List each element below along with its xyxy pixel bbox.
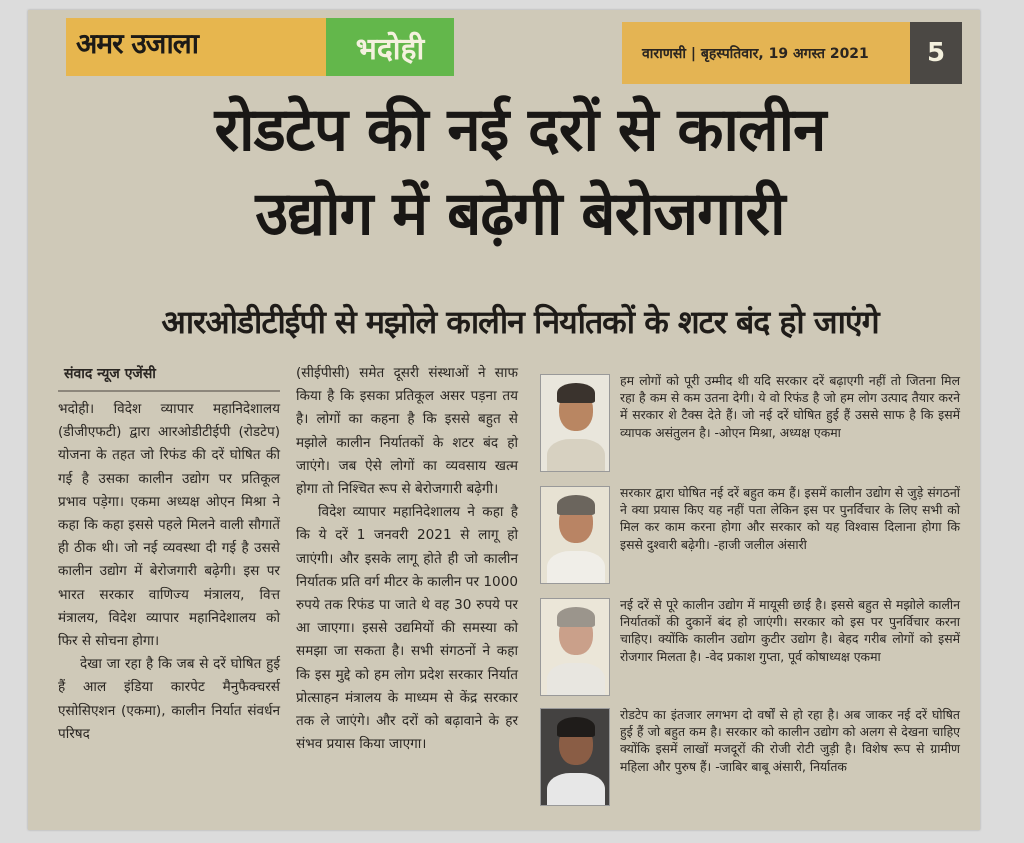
byline: संवाद न्यूज एजेंसी [64, 366, 156, 382]
headline [70, 88, 970, 256]
date-bar: वाराणसी | बृहस्पतिवार, 19 अगस्त 2021 [622, 22, 910, 84]
quote-text: हम लोगों को पूरी उम्मीद थी यदि सरकार दरें बढ़ाएगी नहीं तो जितना मिल रहा है कम से कम उतना देगी। ये वो रिफंड है जो हम लोग उत्पाद तैयार करने में सरकार शे टैक्स देते हैं। जो नई दरें घोषित हुई हैं उससे साफ है कि इसमें व्यापक असंतुलन है। -ओएन मिश्रा, अध्यक्ष एकमा [620, 373, 960, 440]
person-photo [540, 486, 610, 584]
article-paragraph: भदोही। विदेश व्यापार महानिदेशालय (डीजीएफटी) द्वारा आरओडीटीईपी (रोडटेप) योजना के तहत जो रिफंड की दरें घोषित की गई है उसका कालीन उद्योग पर प्रतिकूल प्रभाव पड़ेगा। एकमा अध्यक्ष ओएन मिश्रा ने कहा कि कहा इससे पहले मिलने वाली सौगातें ही ठीक थी। जो नई व्यवस्था दी गई है उससे कालीन उद्योग में बेरोजगारी बढ़ेगी। इस पर भारत सरकार वाणिज्य मंत्रालय, वित्त मंत्रालय, विदेश व्यापार महानिदेशालय को फिर से सोचना होगा। [58, 401, 280, 650]
quote-block-2 [540, 486, 970, 588]
person-photo [540, 598, 610, 696]
quote-block-4 [540, 708, 970, 810]
masthead [66, 18, 454, 76]
quote-text: रोडटेप का इंतजार लगभग दो वर्षों से हो रहा है। अब जाकर नई दरें घोषित हुई हैं जो बहुत कम है। सरकार को कालीन उद्योग को अलग से देखना चाहिए क्योंकि इसमें लाखों मजदूरों की रोजी रोटी जुड़ी है। विशेष रूप से ग्रामीण महिला और पुरुष हैं। -जाबिर बाबू अंसारी, निर्यातक [620, 707, 960, 774]
article-paragraph: (सीईपीसी) समेत दूसरी संस्थाओं ने साफ किया है कि इसका प्रतिकूल असर पड़ना तय है। लोगों का कहना है कि इससे बहुत से मझोले कालीन निर्यातकों के शटर बंद हो जाएंगे। जब ऐसे लोगों का व्यवसाय खत्म होगा तो निश्चित रूप से बेरोजगारी बढ़ेगी। [296, 365, 518, 498]
article-column-2 [296, 362, 518, 756]
person-photo [540, 708, 610, 806]
page-number: 5 [910, 22, 962, 84]
headline-line-1: रोडटेप की नई दरों से कालीन [214, 95, 826, 165]
quote-block-1 [540, 374, 970, 476]
edition-label: भदोही [326, 18, 454, 76]
subheadline: आरओडीटीईपी से मझोले कालीन निर्यातकों के शटर बंद हो जाएंगे [161, 303, 879, 341]
article-paragraph: विदेश व्यापार महानिदेशालय ने कहा है कि ये दरें 1 जनवरी 2021 से लागू हो जाएंगी। और इसके लागू होते ही जो कालीन निर्यातक प्रति वर्ग मीटर के कालीन पर 1000 रुपये तक रिफंड पा जाते थे वह 30 रुपये पर आ जाएगा। इससे उद्यमियों की समस्या को समझा जा सकता है। सभी संगठनों ने कहा कि इस मुद्दे को हम लोग प्रदेश सरकार निर्यात प्रोत्साहन मंत्रालय के माध्यम से केंद्र सरकार तक ले जाएंगे। और दरों को बढ़ावाने के हर संभव प्रयास किया जाएगा। [296, 504, 518, 753]
headline-line-2: उद्योग में बढ़ेगी बेरोजगारी [255, 179, 785, 249]
newspaper-brand: अमर उजाला [76, 27, 198, 60]
article-column-1 [58, 398, 280, 746]
quote-text: सरकार द्वारा घोषित नई दरें बहुत कम हैं। इसमें कालीन उद्योग से जुड़े संगठनों ने क्या प्रयास किए यह नहीं पता लेकिन इस पर पुनर्विचार के लिए सभी को मिल कर काम करना होगा और सरकार को यह विश्वास दिलाना होगा कि इससे दुश्वारी बढ़ेगी। -हाजी जलील अंसारी [620, 485, 960, 552]
article-paragraph: देखा जा रहा है कि जब से दरें घोषित हुई हैं आल इंडिया कारपेट मैनुफैक्चरर्स एसोसिएशन (एकमा), कालीन निर्यात संवर्धन परिषद [58, 656, 280, 742]
person-photo [540, 374, 610, 472]
byline-divider [58, 390, 280, 392]
quote-block-3 [540, 598, 970, 700]
quote-text: नई दरें से पूरे कालीन उद्योग में मायूसी छाई है। इससे बहुत से मझोले कालीन निर्यातकों की दुकानें बंद हो जाएंगी। सरकार को इस पर पुनर्विचार करना चाहिए। क्योंकि कालीन उद्योग कुटीर उद्योग है। बेहद गरीब लोगों को इसमें रोजगार मिलता है। -वेद प्रकाश गुप्ता, पूर्व कोषाध्यक्ष एकमा [620, 597, 960, 664]
